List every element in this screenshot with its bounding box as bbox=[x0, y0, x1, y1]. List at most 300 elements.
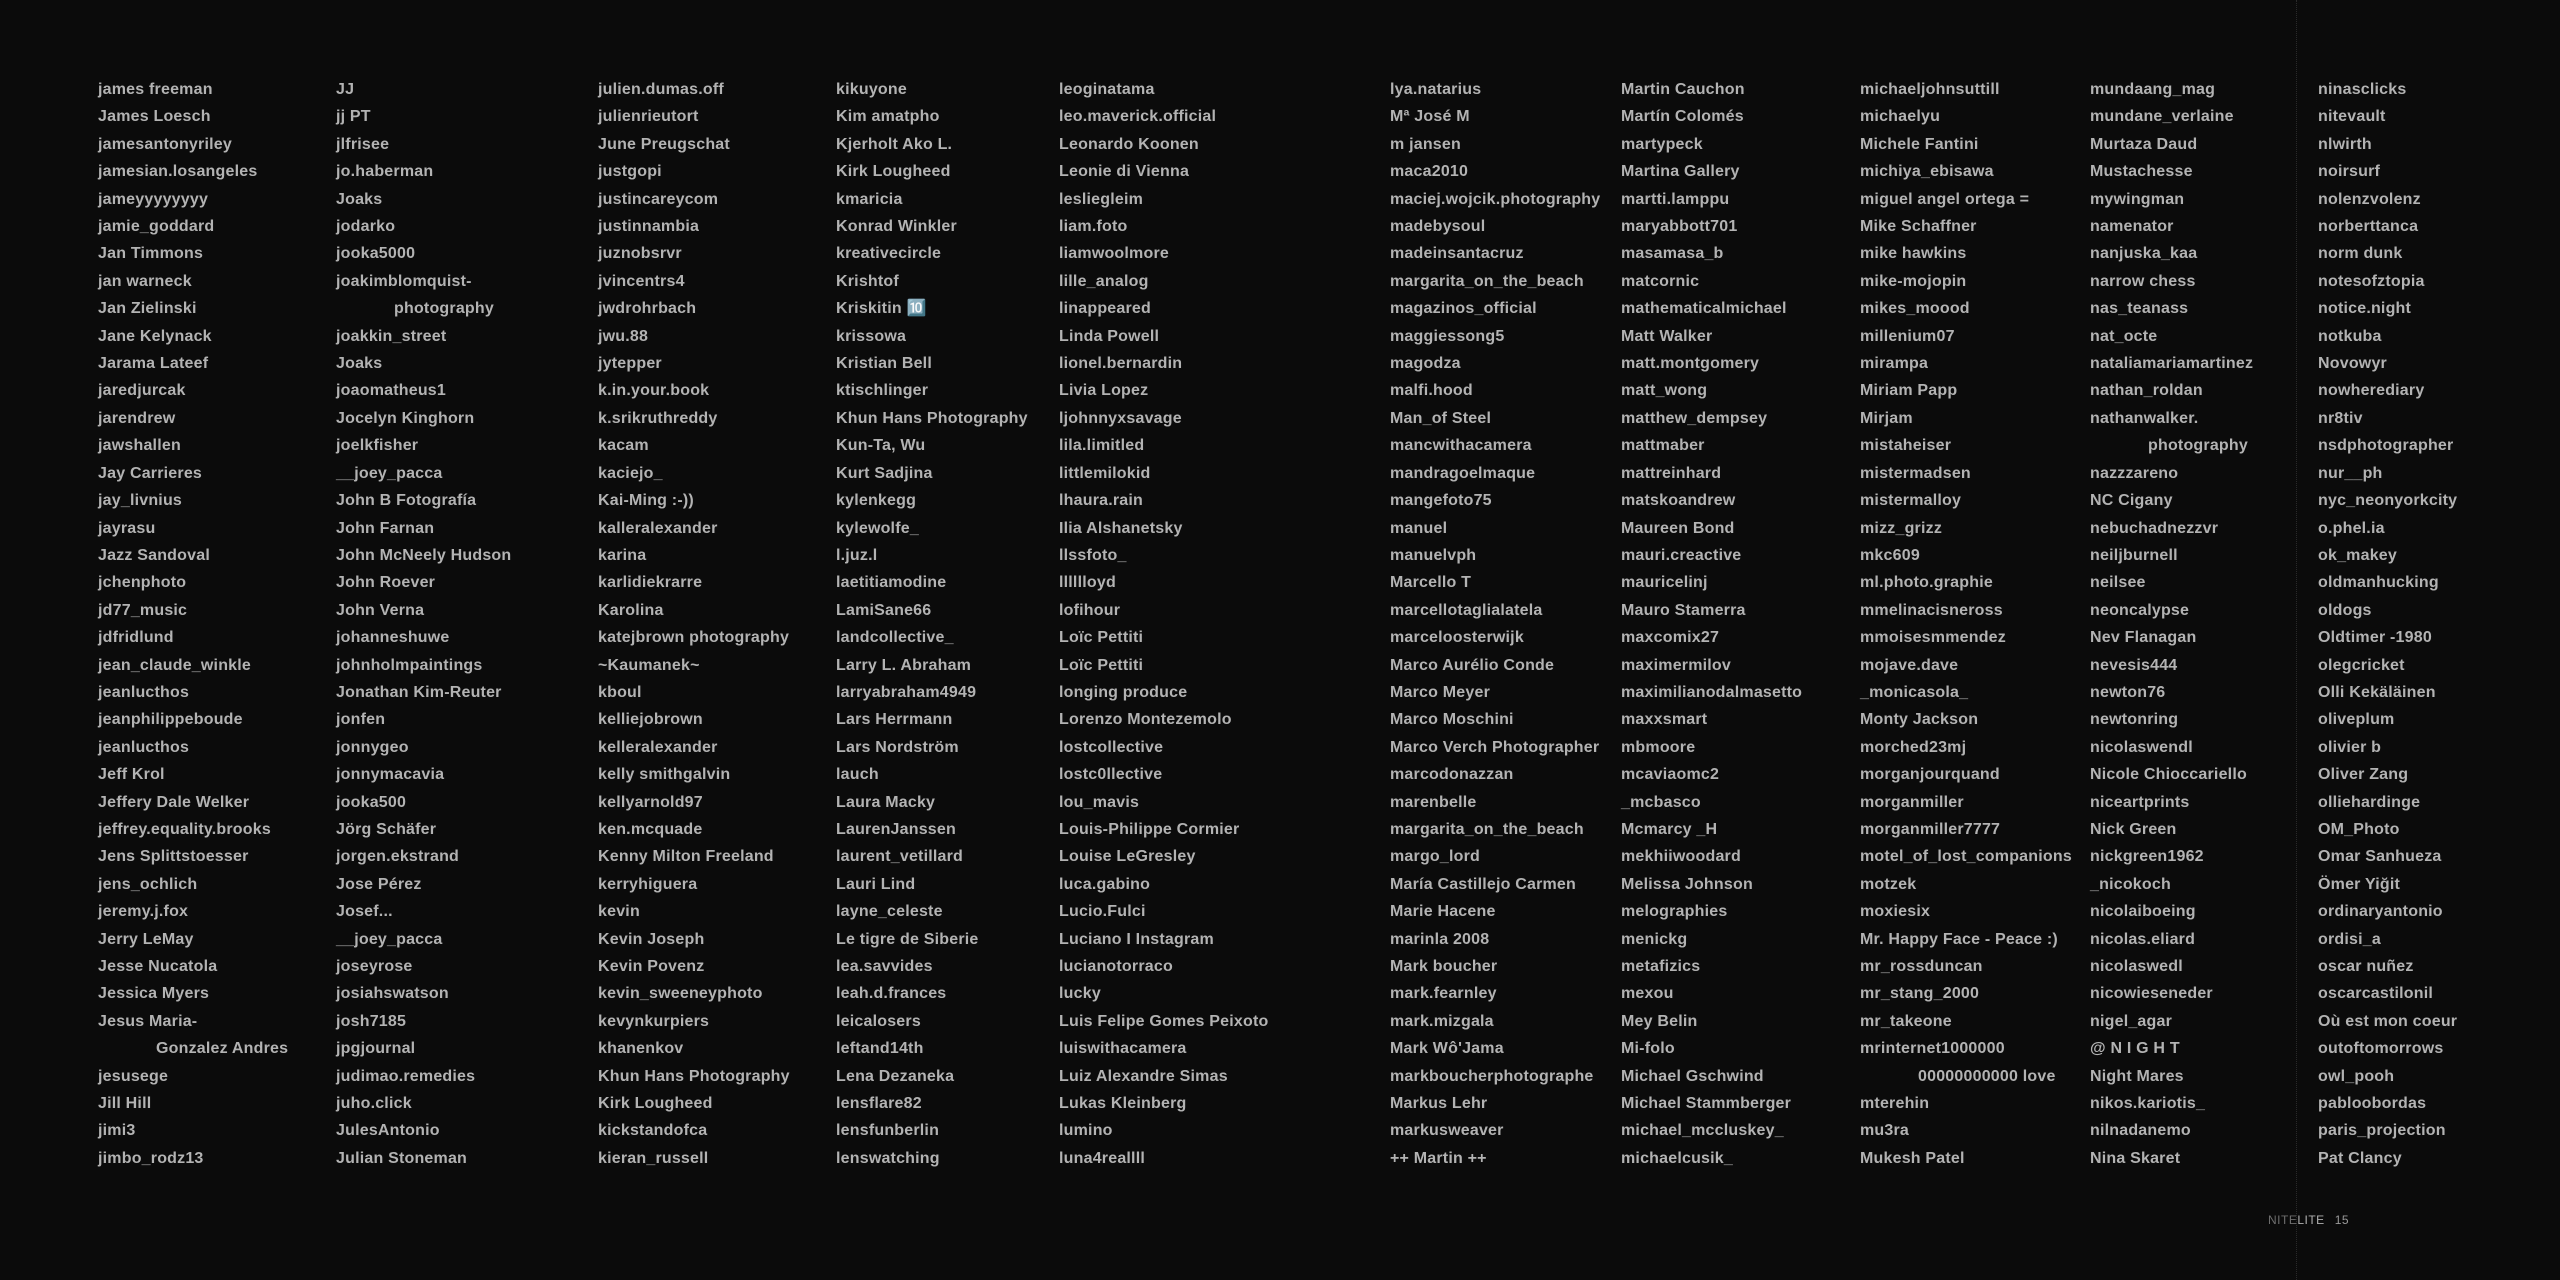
credit-name: Louise LeGresley bbox=[1059, 848, 1196, 866]
credit-name: Larry L. Abraham bbox=[836, 656, 972, 674]
credit-name: karlidiekrarre bbox=[598, 574, 703, 592]
credit-name: kelleralexander bbox=[598, 738, 718, 756]
credit-name: johnholmpaintings bbox=[336, 656, 483, 674]
credit-name: jan warneck bbox=[98, 272, 192, 290]
credit-name: mattmaber bbox=[1621, 437, 1705, 455]
credit-name: neoncalypse bbox=[2090, 601, 2190, 619]
credit-name: Novowyr bbox=[2318, 355, 2387, 373]
credit-name: jeanlucthos bbox=[98, 683, 190, 701]
credit-name: Marie Hacene bbox=[1390, 903, 1496, 921]
credit-name: jodarko bbox=[336, 218, 396, 236]
credit-name: Martina Gallery bbox=[1621, 163, 1740, 181]
credit-name: kylewolfe_ bbox=[836, 519, 919, 537]
credit-name: Gonzalez Andres bbox=[156, 1040, 289, 1058]
credit-name: Leonardo Koonen bbox=[1059, 135, 1199, 153]
credit-name: maximermilov bbox=[1621, 656, 1732, 674]
credit-name: michaeljohnsuttill bbox=[1860, 81, 2000, 98]
credit-name: Livia Lopez bbox=[1059, 382, 1149, 400]
credit-name: jchenphoto bbox=[98, 574, 187, 592]
credit-name: kickstandofca bbox=[598, 1122, 708, 1140]
credit-name: Jay Carrieres bbox=[98, 464, 203, 482]
credit-name: nyc_neonyorkcity bbox=[2318, 492, 2458, 510]
credit-name: Michele Fantini bbox=[1860, 135, 1979, 153]
credit-name: luiswithacamera bbox=[1059, 1040, 1187, 1058]
credit-name: jlfrisee bbox=[336, 135, 390, 153]
credit-name: mark.mizgala bbox=[1390, 1012, 1494, 1030]
credit-name: nathan_roldan bbox=[2090, 382, 2203, 400]
credit-name: michael_mccluskey_ bbox=[1621, 1122, 1784, 1140]
credit-name: Kurt Sadjina bbox=[836, 464, 933, 482]
credit-name: kaciejo_ bbox=[598, 464, 663, 482]
credit-name: Lars Herrmann bbox=[836, 711, 953, 729]
credit-name: jpgjournal bbox=[336, 1040, 416, 1058]
credit-name: John Roever bbox=[336, 574, 436, 592]
credit-name: LamiSane66 bbox=[836, 601, 932, 619]
credit-name: nicolaswendl bbox=[2090, 738, 2193, 756]
credit-name: newton76 bbox=[2090, 683, 2166, 701]
credit-name: nitevault bbox=[2318, 108, 2386, 126]
credit-name: Joaks bbox=[336, 190, 383, 208]
credit-name: lhaura.rain bbox=[1059, 492, 1144, 510]
credit-name: Mi-folo bbox=[1621, 1040, 1675, 1058]
credit-name: pabloobordas bbox=[2318, 1095, 2427, 1113]
credit-name: Joaks bbox=[336, 355, 383, 373]
credit-name: josh7185 bbox=[336, 1012, 407, 1030]
credit-name: Luciano I Instagram bbox=[1059, 930, 1214, 948]
credit-name: ok_makey bbox=[2318, 546, 2397, 564]
credits-column bbox=[598, 76, 790, 1172]
credit-name: nur__ph bbox=[2318, 464, 2383, 482]
credit-name: margarita_on_the_beach bbox=[1390, 272, 1584, 290]
credit-name: lostc0llective bbox=[1059, 766, 1163, 784]
credit-name: markusweaver bbox=[1390, 1122, 1504, 1140]
credit-name: krissowa bbox=[836, 327, 907, 345]
credit-name: Jesse Nucatola bbox=[98, 958, 218, 975]
credit-name: jeanphilippeboude bbox=[98, 711, 243, 729]
credit-name: mikes_moood bbox=[1860, 300, 1970, 318]
credit-name: jd77_music bbox=[98, 601, 188, 619]
credits-column bbox=[336, 76, 511, 1172]
credit-name: k.srikruthreddy bbox=[598, 409, 718, 427]
credit-name: Laura Macky bbox=[836, 793, 936, 811]
credit-name: mrinternet1000000 bbox=[1860, 1040, 2005, 1058]
credit-name: norberttanca bbox=[2318, 218, 2419, 236]
credit-name: kieran_russell bbox=[598, 1149, 709, 1167]
credit-name: nicolas.eliard bbox=[2090, 930, 2196, 948]
credit-name: morganjourquand bbox=[1860, 766, 2000, 784]
credit-name: nebuchadnezzvr bbox=[2090, 519, 2219, 537]
credit-name: jwdrohrbach bbox=[598, 300, 697, 318]
credit-name: mattreinhard bbox=[1621, 464, 1722, 482]
credit-name: Jens Splittstoesser bbox=[98, 848, 249, 866]
credit-name: Markus Lehr bbox=[1390, 1095, 1488, 1113]
credit-name: matt_wong bbox=[1621, 382, 1708, 400]
credit-name: mangefoto75 bbox=[1390, 492, 1492, 510]
credits-column bbox=[1621, 76, 1802, 1172]
credit-name: Marco Moschini bbox=[1390, 711, 1514, 729]
credit-name: Nina Skaret bbox=[2090, 1149, 2181, 1167]
credit-name: JulesAntonio bbox=[336, 1122, 440, 1140]
credit-name: jameyyyyyyyy bbox=[98, 190, 209, 208]
credit-name: joelkfisher bbox=[336, 437, 419, 455]
credit-name: mirampa bbox=[1860, 355, 1929, 373]
credit-name: kreativecircle bbox=[836, 245, 942, 263]
credit-name: laetitiamodine bbox=[836, 574, 947, 592]
credit-name: mizz_grizz bbox=[1860, 519, 1943, 537]
credit-name: jeffrey.equality.brooks bbox=[98, 820, 271, 838]
credit-name: jens_ochlich bbox=[98, 875, 198, 893]
credit-name: maciej.wojcik.photography bbox=[1390, 190, 1601, 208]
credit-name: Kjerholt Ako L. bbox=[836, 135, 953, 153]
credit-name: oldmanhucking bbox=[2318, 574, 2439, 592]
credit-name: mistermalloy bbox=[1860, 492, 1962, 510]
page-folio bbox=[2268, 1213, 2349, 1227]
credit-name: narrow chess bbox=[2090, 272, 2196, 290]
credit-name: Khun Hans Photography bbox=[598, 1067, 790, 1085]
credit-name: jj PT bbox=[336, 108, 371, 126]
credit-name: nazzzareno bbox=[2090, 464, 2179, 482]
credit-name: ordinaryantonio bbox=[2318, 903, 2443, 921]
credit-name: jimi3 bbox=[98, 1122, 136, 1140]
credit-name: kboul bbox=[598, 683, 642, 701]
credit-name: Omar Sanhueza bbox=[2318, 848, 2442, 866]
credit-name: Ilia Alshanetsky bbox=[1059, 519, 1183, 537]
credit-name: Michael Gschwind bbox=[1621, 1067, 1764, 1085]
credit-name: mmelinacisneross bbox=[1860, 601, 2003, 619]
credit-name: mancwithacamera bbox=[1390, 437, 1532, 455]
credit-name: nathanwalker. bbox=[2090, 409, 2199, 427]
credit-name: Jan Zielinski bbox=[98, 300, 197, 318]
credits-column bbox=[2318, 76, 2457, 1172]
credit-name: magodza bbox=[1390, 355, 1461, 373]
credit-name: margo_lord bbox=[1390, 848, 1481, 866]
credit-name: lya.natarius bbox=[1390, 81, 1482, 98]
credit-name: Marco Meyer bbox=[1390, 683, 1491, 701]
credit-name: jytepper bbox=[598, 355, 662, 373]
credit-name: karina bbox=[598, 546, 647, 564]
credit-name: liamwoolmore bbox=[1059, 245, 1169, 263]
credit-name: nickgreen1962 bbox=[2090, 848, 2204, 866]
credit-name: matcornic bbox=[1621, 272, 1700, 290]
credit-name: Jazz Sandoval bbox=[98, 546, 210, 564]
credit-name: jwu.88 bbox=[598, 327, 649, 345]
credit-name: lionel.bernardin bbox=[1059, 355, 1183, 373]
credit-name: Kriskitin 🔟 bbox=[836, 300, 927, 318]
credits-column bbox=[1390, 76, 1600, 1172]
credit-name: james freeman bbox=[98, 81, 213, 98]
page-number: 15 bbox=[2334, 1213, 2350, 1227]
credit-name: kylenkegg bbox=[836, 492, 917, 510]
credit-name: jooka5000 bbox=[336, 245, 416, 263]
credit-name: John Farnan bbox=[336, 519, 435, 537]
credit-name: Maureen Bond bbox=[1621, 519, 1735, 537]
credit-name: Konrad Winkler bbox=[836, 218, 957, 236]
credit-name: jayrasu bbox=[98, 519, 156, 537]
credit-name: mistermadsen bbox=[1860, 464, 1971, 482]
credit-name: Lorenzo Montezemolo bbox=[1059, 711, 1232, 729]
credit-name: Olli Kekäläinen bbox=[2318, 683, 2436, 701]
credit-name: ++ Martin ++ bbox=[1390, 1149, 1487, 1167]
credit-name: kerryhiguera bbox=[598, 875, 698, 893]
credit-name: mu3ra bbox=[1860, 1122, 1910, 1140]
credit-name: Marco Verch Photographer bbox=[1390, 738, 1600, 756]
credit-name: Mark Wô'Jama bbox=[1390, 1040, 1504, 1058]
credit-name: Monty Jackson bbox=[1860, 711, 1979, 729]
credit-name: madebysoul bbox=[1390, 218, 1486, 236]
credit-name: longing produce bbox=[1059, 683, 1188, 701]
credit-name: Melissa Johnson bbox=[1621, 875, 1753, 893]
credit-name: jdfridlund bbox=[98, 629, 174, 647]
credit-name: norm dunk bbox=[2318, 245, 2403, 263]
credit-name: outoftomorrows bbox=[2318, 1040, 2444, 1058]
credit-name: Lena Dezaneka bbox=[836, 1067, 955, 1085]
credit-name: leftand14th bbox=[836, 1040, 924, 1058]
credit-name: markboucherphotographe bbox=[1390, 1067, 1594, 1085]
credit-name: Jose Pérez bbox=[336, 875, 422, 893]
credit-name: JJ bbox=[336, 81, 355, 98]
credit-name: Nev Flanagan bbox=[2090, 629, 2197, 647]
credit-name: mr_takeone bbox=[1860, 1012, 1952, 1030]
credit-name: Mª José M bbox=[1390, 108, 1470, 126]
credit-name: Kai-Ming :-)) bbox=[598, 492, 694, 510]
credit-name: Ömer Yiğit bbox=[2318, 875, 2401, 893]
credit-name: nilnadanemo bbox=[2090, 1122, 2191, 1140]
credit-name: photography bbox=[2148, 437, 2248, 455]
credit-name: jesusege bbox=[98, 1067, 169, 1085]
credit-name: Oldtimer -1980 bbox=[2318, 629, 2432, 647]
credit-name: niceartprints bbox=[2090, 793, 2190, 811]
credit-name: kevin_sweeneyphoto bbox=[598, 985, 763, 1003]
credit-name: laurent_vetillard bbox=[836, 848, 964, 866]
credit-name: paris_projection bbox=[2318, 1122, 2446, 1140]
credit-name: lucky bbox=[1059, 985, 1101, 1003]
credit-name: kevin bbox=[598, 903, 640, 921]
credit-name: kalleralexander bbox=[598, 519, 718, 537]
credit-name: James Loesch bbox=[98, 108, 211, 126]
credit-name: Leonie di Vienna bbox=[1059, 163, 1190, 181]
credit-name: morched23mj bbox=[1860, 738, 1967, 756]
credit-name: Oliver Zang bbox=[2318, 766, 2409, 784]
credit-name: NC Cigany bbox=[2090, 492, 2173, 510]
credit-name: lille_analog bbox=[1059, 272, 1149, 290]
credit-name: maryabbott701 bbox=[1621, 218, 1738, 236]
credit-name: marceloosterwijk bbox=[1390, 629, 1524, 647]
credit-name: kacam bbox=[598, 437, 649, 455]
credit-name: Kirk Lougheed bbox=[598, 1095, 713, 1113]
credit-name: ktischlinger bbox=[836, 382, 929, 400]
credit-name: jean_claude_winkle bbox=[98, 656, 252, 674]
credit-name: noirsurf bbox=[2318, 163, 2381, 181]
credit-name: John Verna bbox=[336, 601, 425, 619]
credit-name: maxxsmart bbox=[1621, 711, 1708, 729]
credit-name: Night Mares bbox=[2090, 1067, 2184, 1085]
credit-name: June Preugschat bbox=[598, 135, 730, 153]
credit-name: nolenzvolenz bbox=[2318, 190, 2421, 208]
credit-name: o.phel.ia bbox=[2318, 519, 2385, 537]
credit-name: olliehardinge bbox=[2318, 793, 2421, 811]
credit-name: Linda Powell bbox=[1059, 327, 1160, 345]
credit-name: lllllloyd bbox=[1059, 574, 1116, 592]
credit-name: maxcomix27 bbox=[1621, 629, 1720, 647]
credit-name: Mukesh Patel bbox=[1860, 1149, 1965, 1167]
credit-name: jamesantonyriley bbox=[98, 135, 232, 153]
credit-name: John McNeely Hudson bbox=[336, 546, 512, 564]
credit-name: miguel angel ortega = bbox=[1860, 190, 2030, 208]
credit-name: oscarcastilonil bbox=[2318, 985, 2434, 1003]
credit-name: llssfoto_ bbox=[1059, 546, 1127, 564]
credit-name: menickg bbox=[1621, 930, 1688, 948]
credit-name: Mike Schaffner bbox=[1860, 218, 1977, 236]
credit-name: olegcricket bbox=[2318, 656, 2405, 674]
credit-name: lou_mavis bbox=[1059, 793, 1140, 811]
credit-name: mekhiiwoodard bbox=[1621, 848, 1741, 866]
credit-name: marenbelle bbox=[1390, 793, 1477, 811]
credit-name: nataliamariamartinez bbox=[2090, 355, 2254, 373]
credit-name: lucianotorraco bbox=[1059, 958, 1173, 975]
credit-name: Jörg Schäfer bbox=[336, 820, 437, 838]
credit-name: joseyrose bbox=[336, 958, 413, 975]
credit-name: Lars Nordström bbox=[836, 738, 959, 756]
credit-name: juho.click bbox=[336, 1095, 412, 1113]
magazine-name-part1: NITE bbox=[2268, 1213, 2298, 1227]
credit-name: lauch bbox=[836, 766, 879, 784]
credit-name: maggiessong5 bbox=[1390, 327, 1505, 345]
credit-name: ~Kaumanek~ bbox=[598, 656, 700, 674]
credit-name: kellyarnold97 bbox=[598, 793, 703, 811]
credit-name: newtonring bbox=[2090, 711, 2179, 729]
credit-name: Loïc Pettiti bbox=[1059, 656, 1144, 674]
credit-name: Jill Hill bbox=[98, 1095, 152, 1113]
credit-name: Jesus Maria- bbox=[98, 1012, 198, 1030]
credit-name: jooka500 bbox=[336, 793, 407, 811]
credit-name: nas_teanass bbox=[2090, 300, 2189, 318]
credit-name: m jansen bbox=[1390, 135, 1461, 153]
credit-name: malfi.hood bbox=[1390, 382, 1473, 400]
credit-name: manuel bbox=[1390, 519, 1448, 537]
credit-name: Martin Cauchon bbox=[1621, 81, 1745, 98]
credit-name: ml.photo.graphie bbox=[1860, 574, 1993, 592]
credit-name: Jan Timmons bbox=[98, 245, 204, 263]
credit-name: mathematicalmichael bbox=[1621, 300, 1787, 318]
credit-name: mundaang_mag bbox=[2090, 81, 2216, 98]
credit-name: namenator bbox=[2090, 218, 2174, 236]
page-gutter-divider bbox=[2296, 0, 2297, 1280]
credit-name: LaurenJanssen bbox=[836, 820, 956, 838]
credit-name: nlwirth bbox=[2318, 135, 2372, 153]
credit-name: Julian Stoneman bbox=[336, 1149, 468, 1167]
credit-name: notkuba bbox=[2318, 327, 2382, 345]
credit-name: k.in.your.book bbox=[598, 382, 710, 400]
credit-name: Loïc Pettiti bbox=[1059, 629, 1144, 647]
credit-name: jonnymacavia bbox=[336, 766, 445, 784]
credit-name: María Castillejo Carmen bbox=[1390, 875, 1576, 893]
credit-name: nowherediary bbox=[2318, 382, 2425, 400]
credit-name: lila.limitled bbox=[1059, 437, 1145, 455]
credit-name: Pat Clancy bbox=[2318, 1149, 2402, 1167]
credit-name: michaelyu bbox=[1860, 108, 1941, 126]
credit-name: Murtaza Daud bbox=[2090, 135, 2198, 153]
credit-name: Krishtof bbox=[836, 272, 899, 290]
credit-name: notesofztopia bbox=[2318, 272, 2425, 290]
credit-name: joakkin_street bbox=[336, 327, 447, 345]
credit-name: Mustachesse bbox=[2090, 163, 2193, 181]
credit-name: jo.haberman bbox=[336, 163, 434, 181]
credits-column bbox=[2090, 76, 2253, 1172]
credit-name: nicowieseneder bbox=[2090, 985, 2213, 1003]
credit-name: matskoandrew bbox=[1621, 492, 1736, 510]
credit-name: marcellotaglialatela bbox=[1390, 601, 1543, 619]
credit-name: Louis-Philippe Cormier bbox=[1059, 820, 1240, 838]
credit-name: matthew_dempsey bbox=[1621, 409, 1768, 427]
credit-name: masamasa_b bbox=[1621, 245, 1724, 263]
credit-name: Karolina bbox=[598, 601, 664, 619]
credit-name: kikuyone bbox=[836, 81, 907, 98]
credit-name: lofihour bbox=[1059, 601, 1121, 619]
credit-name: linappeared bbox=[1059, 300, 1152, 318]
credit-name: mcaviaomc2 bbox=[1621, 766, 1720, 784]
credit-name: motzek bbox=[1860, 875, 1917, 893]
credit-name: owl_pooh bbox=[2318, 1067, 2395, 1085]
credit-name: mistaheiser bbox=[1860, 437, 1952, 455]
credit-name: lensflare82 bbox=[836, 1095, 922, 1113]
credit-name: Kevin Povenz bbox=[598, 958, 705, 975]
credit-name: OM_Photo bbox=[2318, 820, 2400, 838]
credit-name: John B Fotografía bbox=[336, 492, 477, 510]
credit-name: Jocelyn Kinghorn bbox=[336, 409, 475, 427]
credit-name: michiya_ebisawa bbox=[1860, 163, 1994, 181]
credit-name: mr_stang_2000 bbox=[1860, 985, 1980, 1003]
credit-name: kevynkurpiers bbox=[598, 1012, 710, 1030]
credit-name: lea.savvides bbox=[836, 958, 933, 975]
credit-name: neiljburnell bbox=[2090, 546, 2178, 564]
credit-name: jaredjurcak bbox=[98, 382, 186, 400]
credit-name: justincareycom bbox=[598, 190, 719, 208]
credit-name: Kenny Milton Freeland bbox=[598, 848, 774, 866]
credit-name: mandragoelmaque bbox=[1390, 464, 1536, 482]
credit-name: luna4reallll bbox=[1059, 1149, 1145, 1167]
credit-name: jamie_goddard bbox=[98, 218, 215, 236]
credit-name: Martín Colomés bbox=[1621, 108, 1744, 126]
credit-name: mike-mojopin bbox=[1860, 272, 1967, 290]
credit-name: leoginatama bbox=[1059, 81, 1155, 98]
credit-name: kelly smithgalvin bbox=[598, 766, 731, 784]
credit-name: khanenkov bbox=[598, 1040, 684, 1058]
credit-name: jorgen.ekstrand bbox=[336, 848, 460, 866]
credit-name: oliveplum bbox=[2318, 711, 2395, 729]
credit-name: justgopi bbox=[598, 163, 662, 181]
credit-name: Marco Aurélio Conde bbox=[1390, 656, 1555, 674]
credit-name: magazinos_official bbox=[1390, 300, 1537, 318]
credit-name: lenswatching bbox=[836, 1149, 940, 1167]
credit-name: Matt Walker bbox=[1621, 327, 1713, 345]
credit-name: judimao.remedies bbox=[336, 1067, 476, 1085]
credit-name: layne_celeste bbox=[836, 903, 943, 921]
credit-name: jawshallen bbox=[98, 437, 181, 455]
credit-name: matt.montgomery bbox=[1621, 355, 1760, 373]
credit-name: mundane_verlaine bbox=[2090, 108, 2234, 126]
credit-name: ninasclicks bbox=[2318, 81, 2407, 98]
credit-name: justinnambia bbox=[598, 218, 700, 236]
credit-name: motel_of_lost_companions bbox=[1860, 848, 2072, 866]
credit-name: __joey_pacca bbox=[336, 930, 443, 948]
credit-name: Jane Kelynack bbox=[98, 327, 212, 345]
credit-name: leicalosers bbox=[836, 1012, 921, 1030]
credit-name: kelliejobrown bbox=[598, 711, 703, 729]
credit-name: oscar nuñez bbox=[2318, 958, 2414, 975]
credit-name: Kirk Lougheed bbox=[836, 163, 951, 181]
credit-name: photography bbox=[394, 300, 494, 318]
credit-name: mojave.dave bbox=[1860, 656, 1959, 674]
